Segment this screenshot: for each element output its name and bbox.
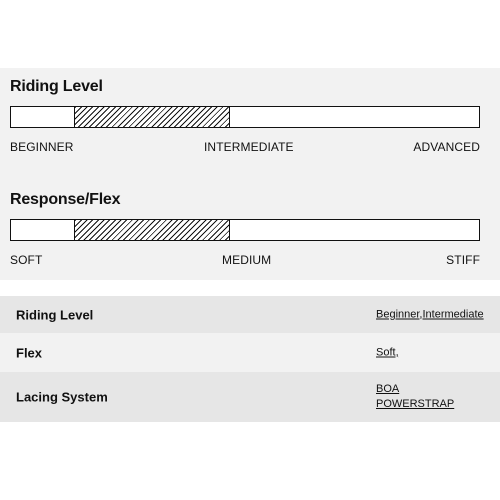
spec-label-lacing-system: Lacing System xyxy=(16,389,108,405)
spec-label-flex: Flex xyxy=(16,345,43,360)
riding-level-scale-bar xyxy=(10,106,480,128)
response-flex-label-medium: MEDIUM xyxy=(222,253,272,267)
spec-table xyxy=(0,296,500,422)
spec-link-boa[interactable]: BOA xyxy=(376,383,400,395)
response-flex-label-soft: SOFT xyxy=(10,253,43,267)
spec-link-soft[interactable]: Soft, xyxy=(376,346,399,358)
spec-row-flex xyxy=(0,333,500,372)
riding-level-label-intermediate: INTERMEDIATE xyxy=(204,140,294,154)
riding-level-scale-fill xyxy=(74,107,230,127)
riding-level-label-advanced: ADVANCED xyxy=(413,140,480,154)
spec-row-riding-level xyxy=(0,296,500,333)
spec-link-beginner-intermediate[interactable]: Beginner,Intermediate xyxy=(376,308,484,320)
response-flex-scale-title: Response/Flex xyxy=(10,191,121,208)
spec-values-flex xyxy=(376,345,399,360)
spec-values-riding-level xyxy=(376,307,484,322)
response-flex-scale-fill xyxy=(74,220,230,240)
response-flex-scale-bar xyxy=(10,219,480,241)
spec-row-lacing-system xyxy=(0,372,500,422)
riding-level-scale-title: Riding Level xyxy=(10,78,103,95)
rating-scales-panel xyxy=(0,68,500,280)
spec-label-riding-level: Riding Level xyxy=(16,307,94,322)
response-flex-label-stiff: STIFF xyxy=(446,253,480,267)
spec-link-powerstrap[interactable]: POWERSTRAP xyxy=(376,398,455,410)
spec-values-lacing-system xyxy=(376,382,454,412)
riding-level-label-beginner: BEGINNER xyxy=(10,140,74,154)
